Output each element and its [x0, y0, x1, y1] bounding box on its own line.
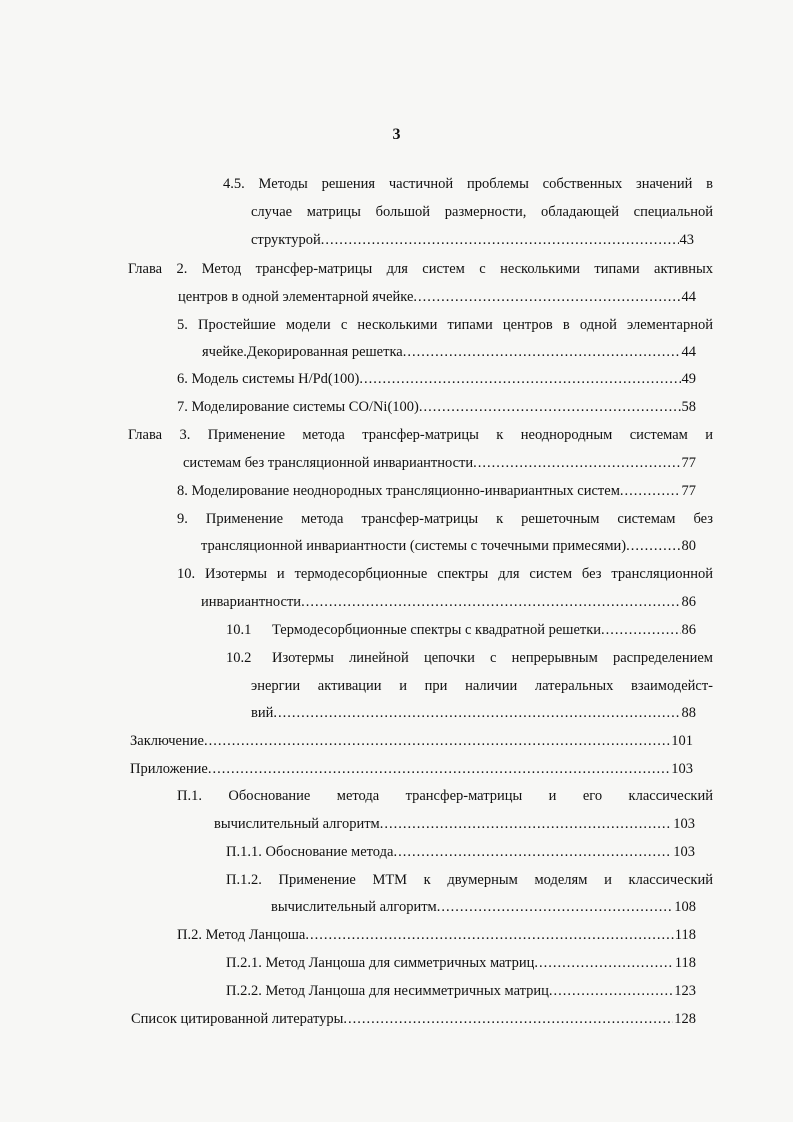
toc-entry-title: П.2.2. Метод Ланцоша для несимметричных матриц — [226, 983, 549, 999]
toc-leader-dots — [403, 342, 681, 362]
toc-entry-title: Приложение — [130, 761, 208, 777]
toc-chapter-3-line-1: Глава 3. Применение метода трансфер-матрицы к неоднородным системам и — [128, 427, 713, 443]
toc-page-number: 43 — [679, 232, 694, 248]
toc-page-number: 101 — [671, 733, 693, 749]
toc-entry-4-5-line-1: 4.5. Методы решения частичной проблемы собственных значений в — [223, 176, 713, 192]
toc-page-number: 86 — [681, 622, 696, 638]
toc-page-number: 108 — [674, 899, 696, 915]
toc-leader-dots — [626, 536, 680, 556]
toc-entry-p2 — [177, 925, 696, 945]
toc-entry-title: ячейке.Декорированная решетка — [202, 344, 403, 360]
toc-entry-10-2-line-3 — [251, 703, 696, 723]
toc-page-number: 103 — [671, 761, 693, 777]
toc-entry-10-1 — [272, 620, 696, 640]
toc-page-number: 77 — [681, 455, 696, 471]
toc-entry-title: вычислительный алгоритм — [214, 816, 380, 832]
toc-entry-title: вычислительный алгоритм — [271, 899, 437, 915]
toc-entry-10-2-line-1: Изотермы линейной цепочки с непрерывным распределением — [272, 650, 713, 666]
toc-page-number: 118 — [674, 927, 696, 943]
toc-leader-dots — [620, 481, 681, 501]
toc-leader-dots — [437, 897, 674, 917]
toc-entry-4-5-line-2: случае матрицы большой размерности, обладающей специальной — [251, 204, 713, 220]
toc-page-number: 128 — [674, 1011, 696, 1027]
toc-entry-p1-1 — [226, 842, 695, 862]
toc-entry-title: инвариантности — [201, 594, 302, 610]
toc-leader-dots — [273, 703, 680, 723]
toc-leader-dots — [343, 1009, 673, 1029]
toc-page-number: 77 — [681, 483, 696, 499]
toc-entry-appendix — [130, 759, 693, 779]
toc-entry-4-5-line-3 — [251, 230, 694, 250]
toc-leader-dots — [393, 842, 672, 862]
toc-page-number: 103 — [673, 844, 695, 860]
toc-leader-dots — [601, 620, 680, 640]
toc-leader-dots — [534, 953, 673, 973]
toc-page-number: 44 — [681, 289, 696, 305]
toc-entry-7 — [177, 397, 696, 417]
toc-entry-title: Список цитированной литературы — [131, 1011, 344, 1027]
toc-entry-conclusion — [130, 731, 693, 751]
toc-leader-dots — [413, 287, 680, 307]
toc-entry-title: П.1.1. Обоснование метода — [226, 844, 394, 860]
toc-page-number: 44 — [681, 344, 696, 360]
toc-entry-title: Заключение — [130, 733, 204, 749]
toc-entry-references — [131, 1009, 696, 1029]
toc-page-number: 123 — [674, 983, 696, 999]
toc-entry-p1-line-2 — [214, 814, 695, 834]
toc-leader-dots — [380, 814, 673, 834]
toc-entry-8 — [177, 481, 696, 501]
toc-chapter-2-line-2 — [178, 287, 696, 307]
toc-entry-p1-line-1: П.1. Обоснование метода трансфер-матрицы и его классический — [177, 788, 713, 804]
toc-entry-p1-2-line-1: П.1.2. Применение МТМ к двумерным моделям и классический — [226, 872, 713, 888]
toc-page-number: 80 — [681, 538, 696, 554]
toc-entry-title: 6. Модель системы H/Pd(100) — [177, 371, 360, 387]
toc-leader-dots — [549, 981, 673, 1001]
toc-entry-p2-1 — [226, 953, 696, 973]
toc-entry-title: системам без трансляционной инвариантности — [183, 455, 474, 471]
toc-leader-dots — [359, 369, 680, 389]
toc-page-number: 49 — [681, 371, 696, 387]
toc-leader-dots — [305, 925, 673, 945]
toc-entry-5-line-2 — [202, 342, 696, 362]
toc-entry-10-line-1: 10. Изотермы и термодесорбционные спектры для систем без трансляционной — [177, 566, 713, 582]
toc-leader-dots — [204, 731, 670, 751]
toc-entry-5-line-1: 5. Простейшие модели с несколькими типами центров в одной элементарной — [177, 317, 713, 333]
toc-entry-p2-2 — [226, 981, 696, 1001]
toc-chapter-3-line-2 — [183, 453, 696, 473]
toc-entry-title: вий — [251, 705, 274, 721]
toc-page-number: 58 — [681, 399, 696, 415]
toc-entry-10-2-line-2: энергии активации и при наличии латеральных взаимодейст- — [251, 678, 713, 694]
toc-page-number: 118 — [674, 955, 696, 971]
toc-entry-10-1-number: 10.1 — [226, 622, 252, 638]
toc-leader-dots — [301, 592, 680, 612]
toc-leader-dots — [419, 397, 681, 417]
toc-chapter-2-line-1: Глава 2. Метод трансфер-матрицы для систем с несколькими типами активных — [128, 261, 713, 277]
toc-leader-dots — [208, 759, 670, 779]
toc-page-number: 86 — [681, 594, 696, 610]
toc-entry-10-2-number: 10.2 — [226, 650, 252, 666]
toc-entry-title: П.2.1. Метод Ланцоша для симметричных матриц — [226, 955, 535, 971]
toc-entry-6 — [177, 369, 696, 389]
toc-page-number: 103 — [673, 816, 695, 832]
toc-leader-dots — [473, 453, 680, 473]
toc-page-number: 88 — [681, 705, 696, 721]
toc-entry-title: 7. Моделирование системы CO/Ni(100) — [177, 399, 419, 415]
toc-entry-title: Термодесорбционные спектры с квадратной решетки — [272, 622, 602, 638]
toc-entry-p1-2-line-2 — [271, 897, 696, 917]
toc-entry-10-line-2 — [201, 592, 696, 612]
toc-entry-title: структурой — [251, 232, 321, 248]
page-number: 3 — [392, 126, 401, 143]
toc-leader-dots — [321, 230, 679, 250]
toc-entry-title: трансляционной инвариантности (системы с точечными примесями) — [201, 538, 627, 554]
toc-entry-title: 8. Моделирование неоднородных трансляционно-инвариантных систем — [177, 483, 620, 499]
toc-entry-9-line-2 — [201, 536, 696, 556]
toc-entry-9-line-1: 9. Применение метода трансфер-матрицы к решеточным системам без — [177, 511, 713, 527]
toc-entry-title: центров в одной элементарной ячейке — [178, 289, 414, 305]
toc-entry-title: П.2. Метод Ланцоша — [177, 927, 306, 943]
